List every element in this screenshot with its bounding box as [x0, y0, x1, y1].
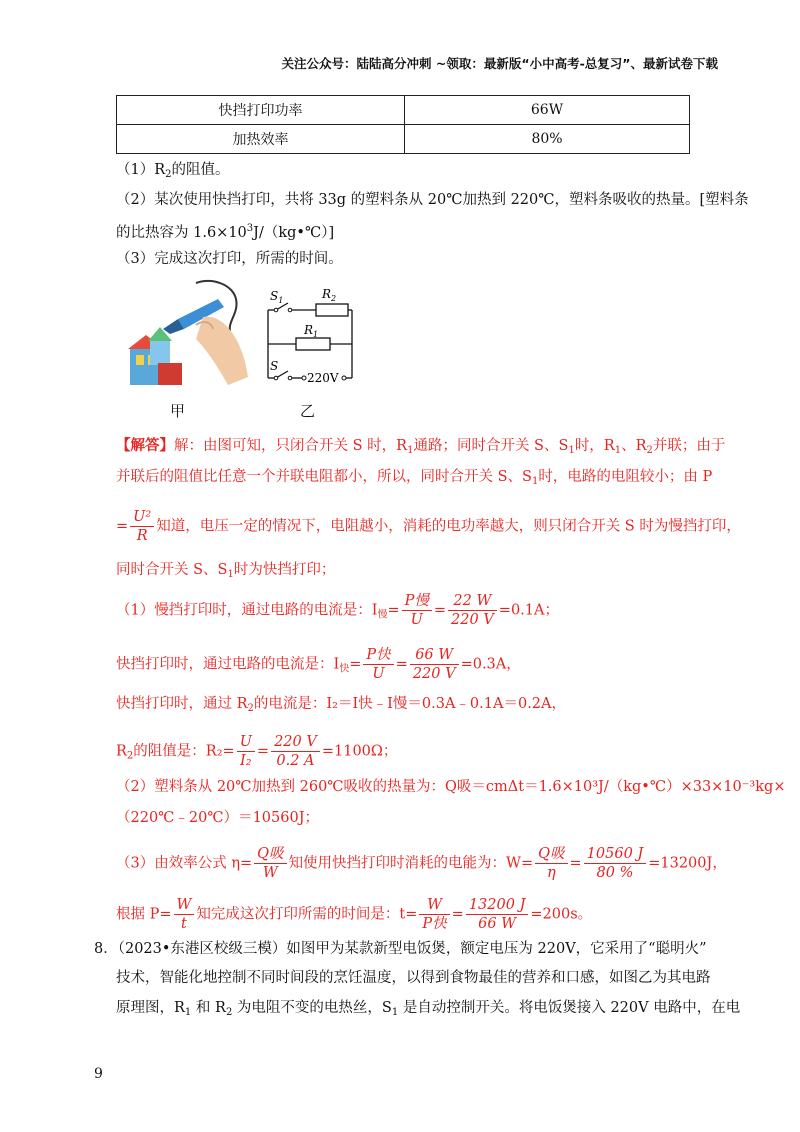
- answer-line-1: [116, 436, 725, 461]
- text: =13200J，: [648, 855, 727, 872]
- text: =200s。: [530, 906, 593, 923]
- answer-line-7: [116, 694, 566, 719]
- denominator: 220 V: [412, 666, 456, 682]
- numerator: 220 V: [271, 733, 320, 752]
- question-2-cont: [116, 219, 334, 243]
- figure-caption-left: 甲: [170, 402, 186, 420]
- page-header: 关注公众号：陆陆高分冲刺 ~领取：最新版“小中高考-总复习”、最新试卷下载: [281, 56, 718, 71]
- table-cell: 加热效率: [117, 125, 405, 154]
- table-cell: 快挡打印功率: [117, 96, 405, 125]
- page-number: 9: [94, 1066, 103, 1082]
- table-cell: 66W: [405, 96, 690, 125]
- numerator: W: [419, 896, 449, 915]
- subscript: 慢: [377, 609, 388, 621]
- text: 知道，电压一定的情况下，电阻越小，消耗的电功率越大，则只闭合开关 S 时为慢挡打印，: [156, 518, 741, 535]
- text: 是自动控制开关。将电饭煲接入 220V 电路中，在电: [398, 1000, 741, 1016]
- fraction: [466, 896, 529, 933]
- numerator: Q吸: [535, 845, 567, 864]
- answer-line-10: （220℃﹣20℃）＝10560J；: [116, 810, 320, 826]
- text: 解：由图可知，只闭合开关 S 时，R: [174, 438, 408, 454]
- question-3: （3）完成这次打印，所需的时间。: [116, 251, 343, 267]
- fraction: [237, 733, 255, 770]
- subscript: 1: [531, 476, 539, 487]
- numerator: P快: [363, 646, 393, 665]
- text: =: [116, 518, 129, 535]
- answer-line-6: 快挡打印时，通过电路的电流是：$I_快=$ $\frac{\text{P快}}{U}$ = $\frac{66 W}{220 V}$ =0.3A，: [116, 647, 521, 682]
- table-row: [117, 96, 690, 125]
- resistor-r2-label: $R_2$: [322, 287, 337, 303]
- subscript: 2: [247, 703, 254, 714]
- denominator: 0.2 A: [276, 753, 315, 769]
- subscript: 1: [568, 445, 575, 456]
- voltage-label: 220V: [307, 371, 339, 385]
- subscript: 1: [614, 445, 622, 456]
- denominator: R: [136, 528, 148, 544]
- answer-line-9: （2）塑料条从 20℃加热到 260℃吸收的热量为：Q吸＝cmΔt＝1.6×10³J/（kg•℃）×33×10⁻³kg×: [116, 779, 786, 795]
- subscript: 1: [184, 1007, 192, 1018]
- superscript: 3: [246, 223, 254, 234]
- fraction: [535, 845, 567, 882]
- answer-line-2: [116, 467, 712, 492]
- numerator: 66 W: [410, 646, 459, 665]
- switch-s1-label: $S_1$: [270, 289, 284, 305]
- text: 时为快挡打印；: [233, 562, 336, 578]
- fraction: [402, 592, 432, 629]
- text: 快挡打印时，通过电路的电流是：I: [116, 656, 340, 673]
- text: 通路；同时合开关 S、S: [413, 438, 569, 454]
- denominator: η: [546, 865, 556, 881]
- answer-line-4: [116, 560, 335, 585]
- fraction: [584, 845, 647, 882]
- numerator: W: [174, 896, 195, 915]
- text: =0.3A，: [460, 656, 521, 673]
- numerator: U: [237, 733, 255, 752]
- denominator: U: [372, 666, 385, 682]
- denominator: 80 %: [596, 865, 634, 881]
- text: 的比热容为 1.6×10: [116, 225, 247, 241]
- denominator: t: [181, 916, 187, 932]
- subscript: 1: [407, 445, 414, 456]
- text: 知完成这次打印所需的时间是：t=: [196, 906, 418, 923]
- subscript: 快: [339, 663, 350, 675]
- text: 时，电路的电阻较小；由 P: [538, 469, 713, 485]
- denominator: P快: [422, 916, 447, 932]
- answer-label: 【解答】: [116, 437, 174, 454]
- numerator: P慢: [402, 592, 432, 611]
- subscript: 2: [126, 750, 134, 762]
- denominator: 66 W: [478, 916, 517, 932]
- question-8-line-2: 技术，智能化地控制不同时间段的烹饪温度，以得到食物最佳的营养和口感，如图乙为其电路: [116, 970, 711, 986]
- denominator: W: [262, 865, 278, 881]
- answer-line-11: （3）由效率公式 η= $\frac{\text{Q吸}}{W}$ 知使用快挡打印时消耗的电能为：W= $\frac{\text{Q吸}}{\eta}$ = $\frac{10560 J}{80 \%}$ =13200J，: [116, 846, 727, 881]
- question-2: （2）某次使用快挡打印，共将 33g 的塑料条从 20℃加热到 220℃，塑料条吸收的热量。[塑料条: [116, 192, 749, 208]
- text: 的阻值。: [171, 162, 230, 178]
- subscript: 1: [227, 569, 234, 580]
- denominator: I₂: [240, 753, 252, 769]
- text: 、R: [621, 438, 647, 454]
- table-row: [117, 125, 690, 154]
- numerator: 10560 J: [584, 845, 647, 864]
- text: 原理图，R: [116, 1000, 185, 1016]
- numerator: 13200 J: [466, 896, 529, 915]
- subscript: 2: [165, 169, 172, 180]
- subscript: 1: [391, 1007, 399, 1018]
- text: =1100Ω；: [321, 743, 398, 760]
- text: R: [116, 743, 127, 760]
- answer-line-12: 根据 P= $\frac{W}{t}$ 知完成这次打印所需的时间是：t= $\frac{W}{\text{P快}}$ = $\frac{13200 J}{66 W}$ =200s。: [116, 897, 593, 932]
- text: 根据 P=: [116, 906, 172, 923]
- table-cell: 80%: [405, 125, 690, 154]
- question-8-line-3: [116, 998, 740, 1023]
- text: =0.1A；: [498, 602, 559, 619]
- fraction: [174, 896, 195, 933]
- circuit-diagram: [258, 284, 368, 394]
- text: 同时合开关 S、S: [116, 562, 228, 578]
- text: 并联后的阻值比任意一个并联电阻都小，所以，同时合开关 S、S: [116, 469, 532, 485]
- fraction: [410, 646, 459, 683]
- subscript: 2: [646, 445, 653, 456]
- fraction: [254, 845, 286, 882]
- text: 时，R: [574, 438, 615, 454]
- text: 为电阻不变的电热丝，S: [232, 1000, 392, 1016]
- fraction: [271, 733, 320, 770]
- numerator: U²: [130, 508, 154, 527]
- text: 快挡打印时，通过 R: [116, 696, 248, 712]
- question-8-line-1: 8．（2023•东港区校级三模）如图甲为某款新型电饭煲，额定电压为 220V，它采用了“聪明火”: [94, 941, 707, 957]
- fraction-u2-r: [130, 508, 154, 545]
- answer-line-3: [116, 508, 741, 545]
- text: （3）由效率公式 η=: [116, 855, 253, 872]
- numerator: 22 W: [448, 592, 497, 611]
- text: 的电流是：I₂＝I快﹣I慢＝0.3A﹣0.1A＝0.2A，: [253, 696, 566, 712]
- denominator: U: [410, 612, 423, 628]
- answer-line-8: $R_2$的阻值是：R₂= $\frac{U}{\text{I₂}}$ = $\frac{220 V}{0.2 A}$ =1100Ω；: [116, 734, 398, 769]
- resistor-r1-label: $R_1$: [304, 323, 319, 339]
- fraction: [419, 896, 449, 933]
- fraction: [448, 592, 497, 629]
- text: =: [387, 602, 400, 619]
- denominator: 220 V: [451, 612, 494, 628]
- text: 和 R: [191, 1000, 226, 1016]
- text: J/（kg•℃）]: [253, 225, 335, 241]
- parameter-table: [116, 95, 690, 154]
- subscript: 2: [225, 1007, 233, 1018]
- answer-line-5: （1）慢挡打印时，通过电路的电流是：$I_慢=$ $\frac{\text{P慢}}{U}$ = $\frac{22 W}{220 V}$ =0.1A；: [116, 593, 559, 628]
- fraction: [363, 646, 393, 683]
- figure-caption-right: 乙: [300, 402, 316, 420]
- question-1: [116, 160, 230, 185]
- text: （1）慢挡打印时，通过电路的电流是：I: [116, 602, 378, 619]
- switch-s-label: S: [270, 359, 279, 373]
- text: （1）R: [116, 162, 166, 178]
- text: 并联；由于: [652, 438, 726, 454]
- text: 的阻值是：R₂=: [133, 743, 235, 760]
- printing-pen-photo: [118, 277, 253, 392]
- numerator: Q吸: [254, 845, 286, 864]
- text: 知使用快挡打印时消耗的电能为：W=: [288, 855, 534, 872]
